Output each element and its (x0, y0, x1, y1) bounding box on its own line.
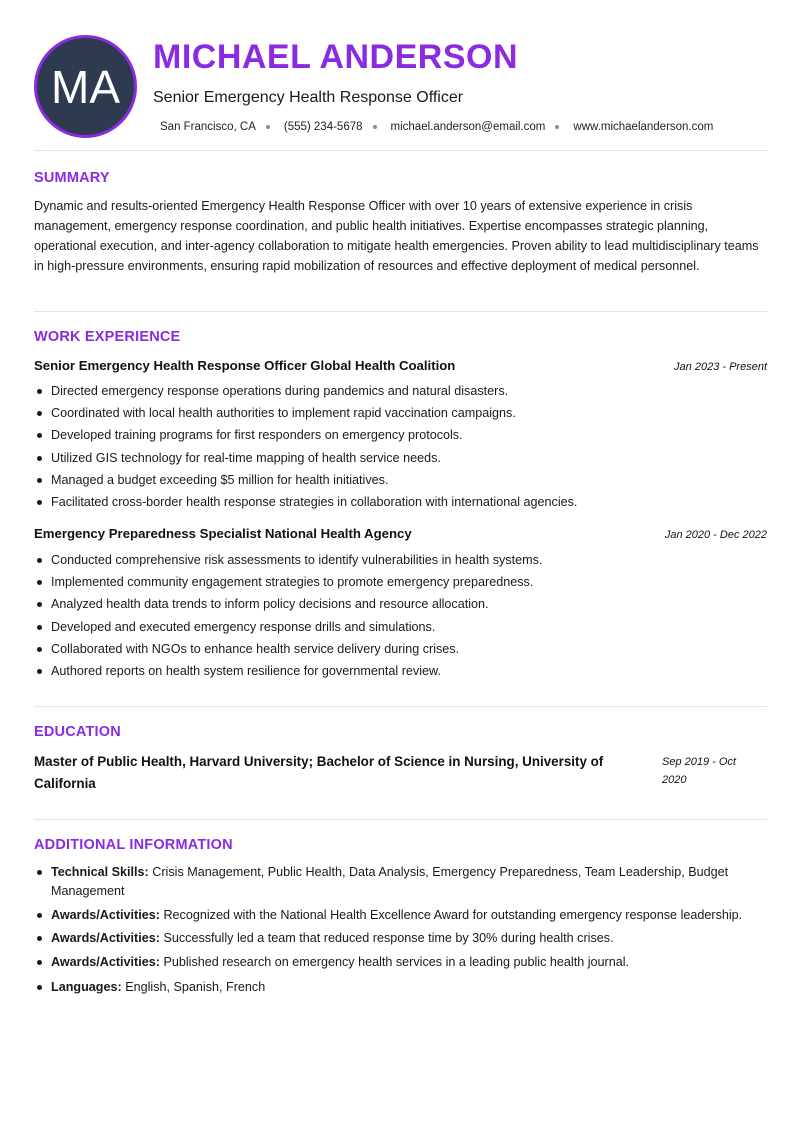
item-text: Published research on emergency health services in a leading public health journal. (163, 954, 630, 969)
education-date: Sep 2019 - Oct 2020 (662, 756, 736, 786)
separator-dot-icon (266, 125, 270, 129)
list-item: Utilized GIS technology for real-time mapping of health service needs. (34, 447, 767, 469)
item-label: Awards/Activities: (51, 931, 160, 945)
job-bullets (34, 380, 767, 513)
education-degree: Master of Public Health, Harvard University; Bachelor of Science in Nursing, University of California (34, 754, 604, 791)
contact-location: San Francisco, CA (160, 121, 256, 133)
experience-heading: WORK EXPERIENCE (34, 329, 181, 345)
list-item: Coordinated with local health authorities to implement rapid vaccination campaigns. (34, 402, 767, 424)
item-label: Languages: (51, 979, 122, 994)
list-item: Conducted comprehensive risk assessments to identify vulnerabilities in health systems. (34, 549, 767, 571)
section-divider (34, 706, 767, 707)
contact-website[interactable]: www.michaelanderson.com (573, 121, 714, 133)
section-divider (34, 150, 767, 151)
list-item: Facilitated cross-border health response strategies in collaboration with international agencies. (34, 491, 767, 513)
list-item (34, 953, 767, 972)
list-item: Managed a budget exceeding $5 million for health initiatives. (34, 469, 767, 491)
item-text: Crisis Management, Public Health, Data Analysis, Emergency Preparedness, Team Leadership, Budget Management (51, 865, 729, 898)
avatar (34, 35, 137, 138)
list-item: Analyzed health data trends to inform policy decisions and resource allocation. (34, 593, 767, 615)
item-label: Awards/Activities: (51, 954, 160, 969)
list-item: Developed training programs for first responders on emergency protocols. (34, 424, 767, 446)
contact-bar (160, 121, 713, 133)
item-label: Technical Skills: (51, 865, 149, 879)
additional-heading: ADDITIONAL INFORMATION (34, 837, 233, 853)
candidate-name: MICHAEL ANDERSON (153, 38, 519, 76)
item-text: Recognized with the National Health Excellence Award for outstanding emergency response leadership. (163, 907, 743, 922)
job-header (34, 358, 767, 373)
section-divider (34, 311, 767, 312)
list-item: Collaborated with NGOs to enhance health service delivery during crises. (34, 638, 767, 660)
list-item (34, 978, 767, 997)
job-role: Senior Emergency Health Response Officer Global Health Coalition (34, 358, 456, 373)
education-heading: EDUCATION (34, 724, 121, 740)
summary-heading: SUMMARY (34, 170, 110, 186)
additional-list (34, 863, 767, 1001)
contact-phone: (555) 234-5678 (283, 121, 363, 133)
list-item (34, 863, 767, 901)
job-date: Jan 2023 - Present (674, 361, 767, 373)
job-date: Jan 2020 - Dec 2022 (664, 529, 767, 541)
item-text: Successfully led a team that reduced response time by 30% during health crises. (163, 931, 614, 945)
job-role: Emergency Preparedness Specialist National Health Agency (34, 526, 412, 541)
section-divider (34, 819, 767, 820)
avatar-initials: MA (51, 60, 120, 113)
list-item: Directed emergency response operations during pandemics and natural disasters. (34, 380, 767, 402)
list-item: Authored reports on health system resilience for governmental review. (34, 660, 767, 682)
item-label: Awards/Activities: (51, 907, 160, 922)
separator-dot-icon (555, 125, 559, 129)
summary-text: Dynamic and results-oriented Emergency Health Response Officer with over 10 years of extensive experience in crisis management, emergency response coordination, and public health initiatives. Expertise encompasses strategic planning, operational execution, and inter-agency collaboration to mitigate health emergencies. Proven ability to lead multidisciplinary teams in high-pressure environments, ensuring rapid mobilization of resources and effective deployment of medical personnel. (34, 199, 759, 273)
separator-dot-icon (373, 125, 377, 129)
list-item (34, 929, 767, 948)
list-item (34, 906, 767, 925)
job-bullets (34, 549, 767, 682)
item-text: English, Spanish, French (125, 979, 266, 994)
job-header (34, 526, 767, 541)
list-item: Developed and executed emergency response drills and simulations. (34, 616, 767, 638)
list-item: Implemented community engagement strategies to promote emergency preparedness. (34, 571, 767, 593)
candidate-title: Senior Emergency Health Response Officer (153, 89, 464, 106)
contact-email[interactable]: michael.anderson@email.com (390, 121, 546, 133)
